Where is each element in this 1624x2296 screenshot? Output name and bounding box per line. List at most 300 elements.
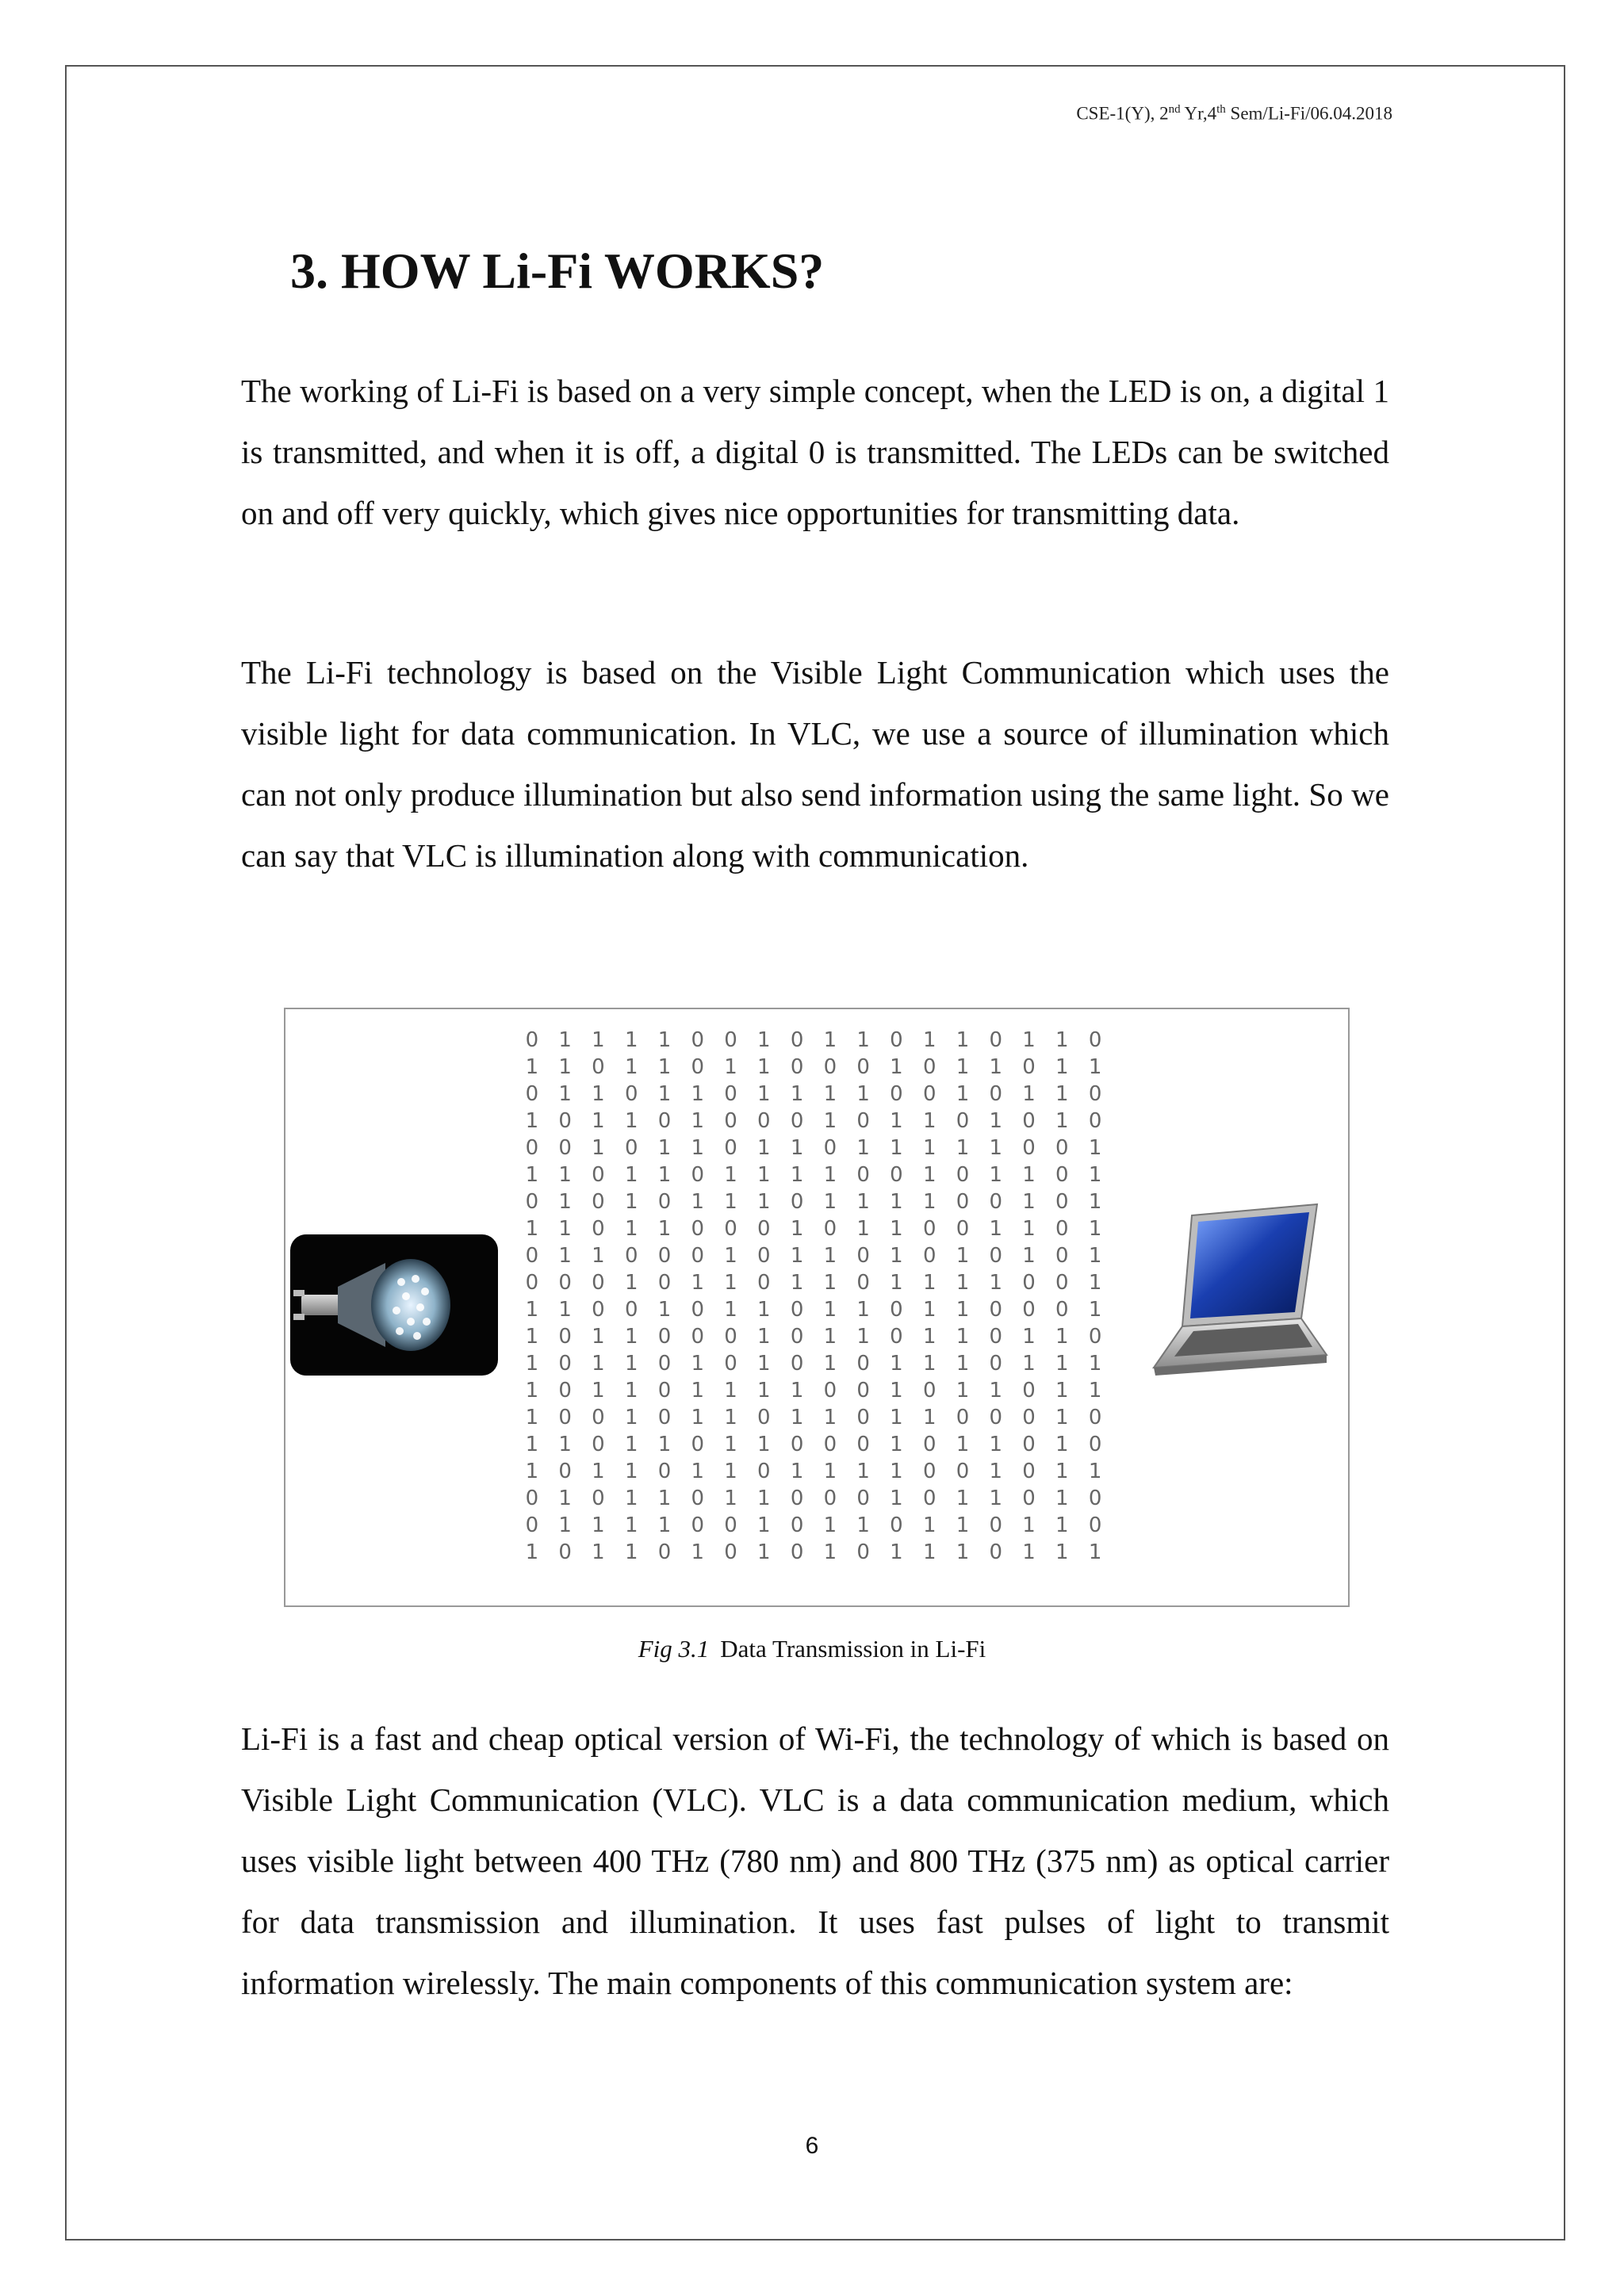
binary-digit: 0 bbox=[657, 1244, 672, 1268]
binary-digit: 1 bbox=[989, 1487, 1003, 1510]
binary-digit: 1 bbox=[790, 1136, 804, 1160]
binary-digit: 1 bbox=[592, 1352, 605, 1376]
binary-digit: 1 bbox=[757, 1487, 771, 1510]
binary-digit: 1 bbox=[691, 1190, 705, 1214]
binary-digit: 0 bbox=[1022, 1487, 1036, 1510]
binary-digit: 0 bbox=[1055, 1190, 1069, 1214]
binary-digit: 1 bbox=[890, 1352, 903, 1376]
binary-digit: 1 bbox=[790, 1082, 804, 1106]
binary-digit: 1 bbox=[691, 1109, 705, 1133]
binary-digit: 0 bbox=[558, 1136, 572, 1160]
binary-digit: 0 bbox=[691, 1325, 705, 1349]
laptop-image bbox=[1122, 1200, 1330, 1398]
binary-digit: 1 bbox=[757, 1055, 771, 1079]
binary-digit: 1 bbox=[922, 1109, 936, 1133]
binary-digit: 1 bbox=[956, 1082, 970, 1106]
binary-digit: 0 bbox=[724, 1217, 737, 1241]
binary-digit: 1 bbox=[890, 1055, 903, 1079]
binary-digit: 0 bbox=[1022, 1460, 1036, 1483]
binary-digit: 0 bbox=[922, 1244, 936, 1268]
binary-digit: 1 bbox=[790, 1163, 804, 1187]
binary-digit: 1 bbox=[724, 1190, 737, 1214]
binary-digit: 0 bbox=[989, 1298, 1003, 1322]
binary-digit: 1 bbox=[823, 1352, 837, 1376]
binary-digit: 0 bbox=[856, 1379, 870, 1402]
binary-digit: 1 bbox=[890, 1379, 903, 1402]
binary-digit: 1 bbox=[691, 1379, 705, 1402]
binary-digit: 0 bbox=[856, 1352, 870, 1376]
binary-digit: 1 bbox=[790, 1244, 804, 1268]
binary-digit: 0 bbox=[922, 1433, 936, 1456]
binary-digit: 0 bbox=[724, 1540, 737, 1564]
binary-digit: 0 bbox=[592, 1487, 605, 1510]
binary-digit: 0 bbox=[989, 1190, 1003, 1214]
binary-digit: 0 bbox=[1055, 1217, 1069, 1241]
binary-digit: 1 bbox=[624, 1433, 638, 1456]
binary-digit: 0 bbox=[691, 1487, 705, 1510]
binary-digit: 1 bbox=[956, 1433, 970, 1456]
binary-digit: 1 bbox=[691, 1082, 705, 1106]
binary-digit: 0 bbox=[956, 1217, 970, 1241]
binary-digit: 1 bbox=[757, 1325, 771, 1349]
figure-data-transmission bbox=[284, 1008, 1350, 1607]
binary-digit: 1 bbox=[890, 1406, 903, 1429]
binary-digit: 1 bbox=[956, 1379, 970, 1402]
binary-digit: 1 bbox=[558, 1433, 572, 1456]
binary-digit: 1 bbox=[592, 1028, 605, 1052]
binary-digit: 1 bbox=[922, 1163, 936, 1187]
binary-digit: 1 bbox=[657, 1163, 672, 1187]
paragraph-lifi-vlc-definition: Li-Fi is a fast and cheap optical version of Wi-Fi, the technology of which is based on Visible Light Communication (VLC). VLC is a data communication medium, which uses visible light between 400 THz (780 nm) and 800 THz (375 nm) as optical carrier for data transmission and illumination. It uses fast pulses of light to transmit information wirelessly. The main components of this communication system are: bbox=[241, 1720, 1389, 2001]
binary-digit: 1 bbox=[956, 1136, 970, 1160]
binary-digit: 1 bbox=[558, 1217, 572, 1241]
binary-digit: 0 bbox=[790, 1433, 804, 1456]
binary-digit: 0 bbox=[657, 1379, 672, 1402]
binary-digit: 0 bbox=[1022, 1109, 1036, 1133]
binary-digit: 1 bbox=[790, 1271, 804, 1295]
binary-digit: 1 bbox=[956, 1352, 970, 1376]
binary-digit: 0 bbox=[823, 1136, 837, 1160]
binary-digit: 0 bbox=[790, 1540, 804, 1564]
binary-digit: 0 bbox=[890, 1298, 903, 1322]
binary-digit: 0 bbox=[757, 1217, 771, 1241]
binary-digit: 0 bbox=[1088, 1406, 1102, 1429]
binary-digit: 1 bbox=[922, 1028, 936, 1052]
binary-digit: 0 bbox=[856, 1433, 870, 1456]
binary-digit: 1 bbox=[525, 1406, 539, 1429]
binary-digit: 1 bbox=[1022, 1190, 1036, 1214]
binary-digit: 0 bbox=[525, 1271, 539, 1295]
binary-digit: 1 bbox=[691, 1352, 705, 1376]
binary-digit: 1 bbox=[724, 1487, 737, 1510]
binary-digit: 1 bbox=[1088, 1352, 1102, 1376]
binary-digit: 1 bbox=[1088, 1163, 1102, 1187]
binary-digit: 0 bbox=[691, 1298, 705, 1322]
binary-digit: 0 bbox=[525, 1244, 539, 1268]
binary-digit: 1 bbox=[757, 1433, 771, 1456]
binary-digit: 0 bbox=[856, 1055, 870, 1079]
binary-digit: 1 bbox=[1022, 1082, 1036, 1106]
binary-digit: 1 bbox=[823, 1271, 837, 1295]
binary-digit: 0 bbox=[856, 1487, 870, 1510]
binary-digit: 1 bbox=[989, 1055, 1003, 1079]
binary-digit: 1 bbox=[922, 1540, 936, 1564]
binary-digit: 1 bbox=[989, 1163, 1003, 1187]
binary-digit: 1 bbox=[558, 1055, 572, 1079]
binary-digit: 1 bbox=[624, 1406, 638, 1429]
binary-digit: 1 bbox=[1055, 1513, 1069, 1537]
binary-digit: 0 bbox=[592, 1055, 605, 1079]
binary-digit: 1 bbox=[1055, 1487, 1069, 1510]
binary-digit: 0 bbox=[1022, 1136, 1036, 1160]
binary-digit: 1 bbox=[956, 1540, 970, 1564]
binary-digit: 0 bbox=[823, 1487, 837, 1510]
binary-digit: 0 bbox=[624, 1244, 638, 1268]
binary-digit: 1 bbox=[989, 1460, 1003, 1483]
binary-digit: 1 bbox=[592, 1325, 605, 1349]
binary-digit: 1 bbox=[1055, 1109, 1069, 1133]
paragraph-vlc-technology: The Li-Fi technology is based on the Visible Light Communication which uses the visible light for data communication. In VLC, we use a source of illumination which can not only produce illumination but also send information using the same light. So we can say that VLC is illumination along with communication. bbox=[241, 654, 1389, 874]
binary-digit: 0 bbox=[657, 1460, 672, 1483]
binary-digit: 1 bbox=[790, 1460, 804, 1483]
binary-digit: 0 bbox=[1022, 1406, 1036, 1429]
binary-digit: 0 bbox=[790, 1352, 804, 1376]
binary-digit: 0 bbox=[1088, 1082, 1102, 1106]
binary-digit: 0 bbox=[1022, 1379, 1036, 1402]
binary-digit: 0 bbox=[922, 1460, 936, 1483]
binary-digit: 1 bbox=[624, 1028, 638, 1052]
binary-digit: 1 bbox=[1088, 1271, 1102, 1295]
binary-digit: 1 bbox=[922, 1352, 936, 1376]
binary-digit: 1 bbox=[1088, 1298, 1102, 1322]
binary-digit: 1 bbox=[592, 1460, 605, 1483]
binary-digit: 0 bbox=[724, 1325, 737, 1349]
binary-digit: 1 bbox=[657, 1298, 672, 1322]
binary-digit: 1 bbox=[592, 1540, 605, 1564]
binary-digit: 1 bbox=[592, 1136, 605, 1160]
binary-digit: 0 bbox=[956, 1406, 970, 1429]
binary-digit: 1 bbox=[922, 1136, 936, 1160]
binary-digit: 0 bbox=[525, 1136, 539, 1160]
binary-digit: 1 bbox=[558, 1028, 572, 1052]
binary-digit: 1 bbox=[956, 1513, 970, 1537]
binary-digit: 0 bbox=[989, 1513, 1003, 1537]
binary-digit: 1 bbox=[657, 1487, 672, 1510]
binary-digit: 1 bbox=[856, 1190, 870, 1214]
binary-digit: 1 bbox=[890, 1460, 903, 1483]
binary-digit: 0 bbox=[1055, 1271, 1069, 1295]
binary-digit: 0 bbox=[856, 1406, 870, 1429]
binary-digit: 1 bbox=[691, 1271, 705, 1295]
binary-digit: 0 bbox=[691, 1217, 705, 1241]
binary-digit: 0 bbox=[823, 1379, 837, 1402]
binary-digit: 0 bbox=[724, 1513, 737, 1537]
binary-digit: 1 bbox=[890, 1271, 903, 1295]
binary-digit: 0 bbox=[757, 1244, 771, 1268]
binary-digit: 1 bbox=[624, 1271, 638, 1295]
binary-digit: 1 bbox=[823, 1325, 837, 1349]
binary-digit: 0 bbox=[890, 1513, 903, 1537]
binary-digit: 1 bbox=[525, 1109, 539, 1133]
binary-digit: 1 bbox=[724, 1406, 737, 1429]
binary-digit: 1 bbox=[624, 1540, 638, 1564]
binary-digit: 0 bbox=[856, 1271, 870, 1295]
binary-digit: 1 bbox=[757, 1190, 771, 1214]
binary-digit: 1 bbox=[989, 1433, 1003, 1456]
binary-digit: 1 bbox=[691, 1540, 705, 1564]
binary-digit: 1 bbox=[558, 1082, 572, 1106]
binary-digit: 0 bbox=[525, 1082, 539, 1106]
binary-digit: 1 bbox=[757, 1298, 771, 1322]
figure-caption bbox=[0, 1635, 1624, 1663]
binary-digit: 0 bbox=[657, 1271, 672, 1295]
binary-digit: 1 bbox=[525, 1217, 539, 1241]
binary-digit: 1 bbox=[856, 1460, 870, 1483]
binary-digit: 1 bbox=[1022, 1513, 1036, 1537]
binary-digit: 0 bbox=[1088, 1325, 1102, 1349]
binary-digit: 1 bbox=[956, 1298, 970, 1322]
binary-digit: 0 bbox=[989, 1325, 1003, 1349]
binary-digit: 0 bbox=[890, 1163, 903, 1187]
binary-digit: 1 bbox=[558, 1163, 572, 1187]
binary-digit: 1 bbox=[1088, 1379, 1102, 1402]
binary-digit: 1 bbox=[956, 1028, 970, 1052]
binary-digit: 0 bbox=[1055, 1163, 1069, 1187]
binary-digit: 1 bbox=[657, 1136, 672, 1160]
binary-digit: 1 bbox=[856, 1298, 870, 1322]
binary-digit: 0 bbox=[691, 1055, 705, 1079]
binary-digit: 0 bbox=[956, 1109, 970, 1133]
binary-digit: 1 bbox=[956, 1487, 970, 1510]
binary-digit: 1 bbox=[823, 1298, 837, 1322]
binary-digit: 0 bbox=[657, 1406, 672, 1429]
binary-digit: 0 bbox=[657, 1352, 672, 1376]
binary-digit: 0 bbox=[989, 1244, 1003, 1268]
binary-digit: 0 bbox=[989, 1352, 1003, 1376]
page-number: 6 bbox=[805, 2133, 819, 2159]
binary-digit: 0 bbox=[790, 1487, 804, 1510]
binary-digit: 1 bbox=[922, 1298, 936, 1322]
binary-digit: 0 bbox=[856, 1109, 870, 1133]
binary-digit: 0 bbox=[956, 1460, 970, 1483]
binary-digit: 1 bbox=[1055, 1379, 1069, 1402]
binary-digit: 1 bbox=[1055, 1082, 1069, 1106]
binary-digit: 0 bbox=[922, 1082, 936, 1106]
binary-digit: 0 bbox=[624, 1136, 638, 1160]
binary-digit: 1 bbox=[1055, 1460, 1069, 1483]
binary-digit: 1 bbox=[956, 1055, 970, 1079]
binary-digit: 1 bbox=[989, 1109, 1003, 1133]
binary-digit: 0 bbox=[790, 1325, 804, 1349]
binary-digit: 0 bbox=[691, 1513, 705, 1537]
binary-digit: 0 bbox=[657, 1109, 672, 1133]
binary-digit: 0 bbox=[1088, 1109, 1102, 1133]
binary-digit: 1 bbox=[691, 1136, 705, 1160]
binary-digit: 1 bbox=[1022, 1028, 1036, 1052]
binary-digit: 1 bbox=[757, 1352, 771, 1376]
binary-digit: 0 bbox=[1088, 1513, 1102, 1537]
binary-digit: 1 bbox=[1055, 1433, 1069, 1456]
binary-digit: 0 bbox=[592, 1163, 605, 1187]
binary-digit: 1 bbox=[624, 1487, 638, 1510]
binary-digit: 1 bbox=[757, 1028, 771, 1052]
binary-digit: 1 bbox=[1088, 1217, 1102, 1241]
binary-digit: 1 bbox=[757, 1379, 771, 1402]
binary-digit: 1 bbox=[757, 1513, 771, 1537]
binary-digit: 1 bbox=[724, 1244, 737, 1268]
binary-digit: 0 bbox=[790, 1055, 804, 1079]
binary-digit: 1 bbox=[657, 1433, 672, 1456]
binary-digit: 1 bbox=[856, 1082, 870, 1106]
binary-digit: 0 bbox=[856, 1540, 870, 1564]
binary-digit: 1 bbox=[724, 1271, 737, 1295]
binary-digit: 1 bbox=[1055, 1406, 1069, 1429]
binary-digit: 1 bbox=[1055, 1352, 1069, 1376]
binary-digit: 0 bbox=[724, 1109, 737, 1133]
binary-digit: 1 bbox=[1088, 1540, 1102, 1564]
binary-digit: 0 bbox=[657, 1325, 672, 1349]
binary-digit: 1 bbox=[890, 1217, 903, 1241]
binary-digit: 0 bbox=[525, 1028, 539, 1052]
binary-digit: 1 bbox=[823, 1244, 837, 1268]
binary-digit: 1 bbox=[558, 1487, 572, 1510]
binary-digit: 0 bbox=[989, 1082, 1003, 1106]
binary-digit: 1 bbox=[1055, 1028, 1069, 1052]
binary-digit: 0 bbox=[790, 1109, 804, 1133]
binary-digit: 1 bbox=[657, 1028, 672, 1052]
binary-digit: 0 bbox=[1055, 1136, 1069, 1160]
binary-digit: 1 bbox=[525, 1433, 539, 1456]
binary-digit: 1 bbox=[856, 1513, 870, 1537]
binary-digit: 1 bbox=[856, 1136, 870, 1160]
binary-digit: 1 bbox=[1022, 1163, 1036, 1187]
figure-caption-text: Data Transmission in Li-Fi bbox=[720, 1635, 986, 1663]
binary-digit: 1 bbox=[1022, 1217, 1036, 1241]
binary-digit: 1 bbox=[558, 1513, 572, 1537]
figure-label: Fig 3.1 bbox=[638, 1635, 710, 1663]
binary-digit: 1 bbox=[1055, 1540, 1069, 1564]
binary-digit: 1 bbox=[856, 1325, 870, 1349]
binary-digit: 0 bbox=[558, 1406, 572, 1429]
binary-digit: 0 bbox=[657, 1540, 672, 1564]
binary-digit: 1 bbox=[724, 1460, 737, 1483]
binary-digit: 0 bbox=[790, 1298, 804, 1322]
binary-digit: 1 bbox=[989, 1271, 1003, 1295]
binary-digit: 0 bbox=[691, 1163, 705, 1187]
binary-digit: 0 bbox=[558, 1271, 572, 1295]
binary-digit: 1 bbox=[757, 1136, 771, 1160]
binary-digit: 0 bbox=[956, 1190, 970, 1214]
binary-digit: 1 bbox=[856, 1217, 870, 1241]
binary-digit: 1 bbox=[592, 1379, 605, 1402]
binary-digit: 1 bbox=[624, 1217, 638, 1241]
binary-digit: 1 bbox=[724, 1163, 737, 1187]
binary-digit: 1 bbox=[724, 1298, 737, 1322]
binary-digit: 1 bbox=[823, 1028, 837, 1052]
binary-digit: 0 bbox=[525, 1487, 539, 1510]
binary-digit: 1 bbox=[856, 1028, 870, 1052]
binary-digit: 1 bbox=[558, 1298, 572, 1322]
binary-digit: 0 bbox=[592, 1406, 605, 1429]
binary-digit: 0 bbox=[724, 1082, 737, 1106]
binary-digit: 0 bbox=[691, 1028, 705, 1052]
binary-digit: 0 bbox=[890, 1028, 903, 1052]
binary-digit: 0 bbox=[790, 1190, 804, 1214]
binary-digit: 1 bbox=[890, 1244, 903, 1268]
binary-digit: 1 bbox=[823, 1163, 837, 1187]
binary-digit: 0 bbox=[525, 1190, 539, 1214]
binary-digit: 0 bbox=[1022, 1271, 1036, 1295]
binary-digit: 1 bbox=[1055, 1055, 1069, 1079]
binary-digit: 1 bbox=[956, 1325, 970, 1349]
binary-digit: 1 bbox=[890, 1136, 903, 1160]
binary-digit: 0 bbox=[757, 1460, 771, 1483]
binary-digit: 0 bbox=[922, 1055, 936, 1079]
binary-digit: 0 bbox=[724, 1028, 737, 1052]
binary-digit: 1 bbox=[624, 1055, 638, 1079]
binary-digit: 1 bbox=[922, 1271, 936, 1295]
binary-digit: 0 bbox=[956, 1163, 970, 1187]
binary-digit: 1 bbox=[724, 1379, 737, 1402]
binary-digit: 1 bbox=[525, 1379, 539, 1402]
binary-digit: 1 bbox=[724, 1055, 737, 1079]
binary-digit: 1 bbox=[890, 1109, 903, 1133]
binary-digit: 1 bbox=[558, 1244, 572, 1268]
binary-digit: 1 bbox=[525, 1325, 539, 1349]
binary-digit: 1 bbox=[890, 1433, 903, 1456]
binary-digit: 0 bbox=[790, 1513, 804, 1537]
binary-digit: 0 bbox=[856, 1163, 870, 1187]
binary-digit: 1 bbox=[1088, 1460, 1102, 1483]
binary-digit: 1 bbox=[525, 1540, 539, 1564]
binary-digit: 1 bbox=[657, 1513, 672, 1537]
binary-digit: 1 bbox=[823, 1513, 837, 1537]
binary-digit: 0 bbox=[757, 1109, 771, 1133]
binary-digit: 1 bbox=[592, 1109, 605, 1133]
binary-digit: 1 bbox=[525, 1055, 539, 1079]
binary-digit: 0 bbox=[890, 1082, 903, 1106]
binary-digit: 0 bbox=[558, 1109, 572, 1133]
binary-digit: 1 bbox=[989, 1217, 1003, 1241]
binary-digit: 1 bbox=[922, 1406, 936, 1429]
binary-digit: 1 bbox=[624, 1190, 638, 1214]
binary-digit: 0 bbox=[1088, 1028, 1102, 1052]
binary-digit: 1 bbox=[989, 1136, 1003, 1160]
binary-digit: 0 bbox=[1088, 1487, 1102, 1510]
binary-digit: 1 bbox=[890, 1487, 903, 1510]
binary-digit: 0 bbox=[1055, 1244, 1069, 1268]
binary-digit: 1 bbox=[1055, 1325, 1069, 1349]
binary-digit: 1 bbox=[823, 1406, 837, 1429]
binary-digit: 1 bbox=[657, 1217, 672, 1241]
binary-digit: 1 bbox=[823, 1109, 837, 1133]
binary-digit: 1 bbox=[1088, 1244, 1102, 1268]
binary-digit: 1 bbox=[757, 1163, 771, 1187]
binary-digit: 1 bbox=[823, 1540, 837, 1564]
binary-digit: 1 bbox=[790, 1217, 804, 1241]
binary-digit: 1 bbox=[790, 1406, 804, 1429]
binary-digit: 1 bbox=[525, 1298, 539, 1322]
binary-digit: 1 bbox=[724, 1433, 737, 1456]
binary-digit: 1 bbox=[890, 1190, 903, 1214]
binary-digit: 1 bbox=[823, 1082, 837, 1106]
binary-digit: 0 bbox=[989, 1028, 1003, 1052]
binary-digit: 0 bbox=[1022, 1055, 1036, 1079]
binary-digit: 0 bbox=[989, 1540, 1003, 1564]
binary-digit: 1 bbox=[592, 1244, 605, 1268]
binary-digit: 0 bbox=[1088, 1433, 1102, 1456]
binary-digit: 0 bbox=[691, 1244, 705, 1268]
